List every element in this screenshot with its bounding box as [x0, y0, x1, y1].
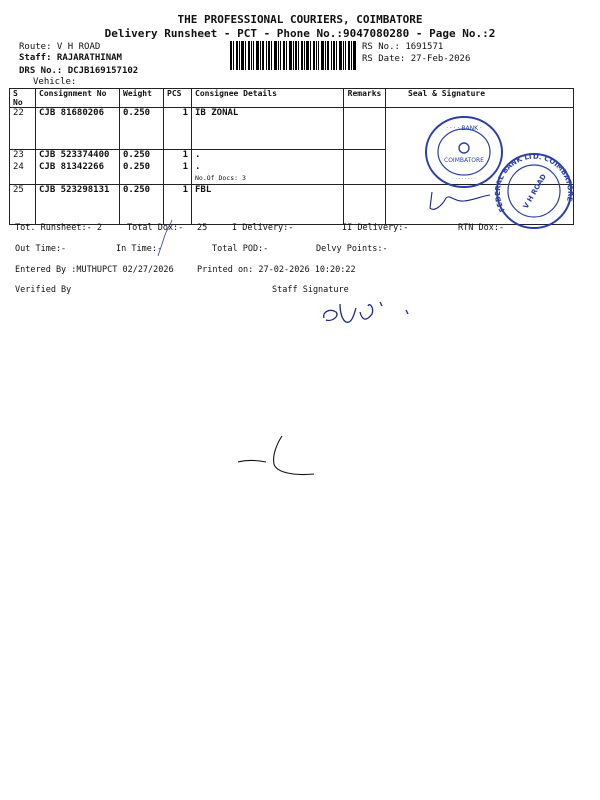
col-header-pcs: PCS [164, 89, 192, 108]
cell-pcs: 1 [164, 150, 192, 162]
rtn-dox: RTN Dox:- [458, 223, 505, 233]
cell-consignment: CJB 523298131 [36, 185, 120, 225]
delivery-points: Delvy Points:- [316, 244, 388, 254]
i-delivery: I Delivery:- [232, 223, 294, 233]
cell-pcs: 1 [164, 185, 192, 225]
cell-consignee-block [192, 162, 344, 185]
cell-weight: 0.250 [120, 162, 164, 185]
stamp2-ring-text: FEDERAL BANK LTD. COIMBATORE [494, 152, 574, 214]
svg-text:· · · · · · · ·: · · · · · · · · [452, 176, 476, 182]
verifier-signature [236, 432, 336, 482]
col-header-seal: Seal & Signature [386, 89, 574, 108]
col-header-sno: S No [10, 89, 36, 108]
cell-sno: 22 [10, 108, 36, 150]
staff-signature-label: Staff Signature [272, 285, 349, 295]
table-header-row [10, 89, 574, 108]
cell-consignment: CJB 81342266 [36, 162, 120, 185]
staff-label: Staff: RAJARATHINAM [19, 53, 122, 63]
runsheet-title: Delivery Runsheet - PCT - Phone No.:9047080280 - Page No.:2 [104, 27, 496, 40]
verified-by: Verified By [15, 285, 72, 295]
cell-consignment: CJB 81680206 [36, 108, 120, 150]
cell-pcs: 1 [164, 108, 192, 150]
cell-remarks [344, 162, 386, 185]
cell-weight: 0.250 [120, 150, 164, 162]
staff-signature [318, 292, 428, 332]
cell-weight: 0.250 [120, 108, 164, 150]
col-header-remarks: Remarks [344, 89, 386, 108]
receiver-signature [424, 186, 494, 216]
total-runsheet: Tot. Runsheet:- 2 [15, 223, 102, 233]
total-dox-label: Total Dox:- [127, 223, 184, 233]
cell-consignee: . [195, 161, 201, 172]
cell-consignee: IB ZONAL [192, 108, 344, 150]
vehicle-label: Vehicle: [33, 77, 77, 87]
printed-on: Printed on: 27-02-2026 10:20:22 [197, 265, 356, 275]
ii-delivery: II Delivery:- [342, 223, 409, 233]
cell-sno: 24 [10, 162, 36, 185]
cell-consignment: CJB 523374400 [36, 150, 120, 162]
total-dox-value: 25 [197, 223, 208, 233]
cell-sno: 23 [10, 150, 36, 162]
entered-by: Entered By :MUTHUPCT 02/27/2026 [15, 265, 174, 275]
cell-consignee: FBL [192, 185, 344, 225]
cell-pcs: 1 [164, 162, 192, 185]
rs-date: RS Date: 27-Feb-2026 [362, 54, 471, 64]
company-title: THE PROFESSIONAL COURIERS, COIMBATORE [177, 13, 423, 26]
cell-sno: 25 [10, 185, 36, 225]
col-header-consignment: Consignment No [36, 89, 120, 108]
cell-remarks [344, 150, 386, 162]
pen-mark [150, 218, 180, 258]
barcode [230, 41, 356, 70]
stamp2-branch: V H ROAD [521, 172, 548, 211]
svg-text:· · · · BANK ·: · · · · BANK · [446, 125, 482, 132]
cell-weight: 0.250 [120, 185, 164, 225]
out-time: Out Time:- [15, 244, 67, 254]
federal-bank-stamp [494, 150, 574, 232]
cell-remarks [344, 185, 386, 225]
company-seal-stamp [423, 113, 505, 191]
stamp1-city: COIMBATORE [444, 157, 484, 164]
cell-remarks [344, 108, 386, 150]
docs-count-note: No.Of Docs: 3 [195, 173, 246, 182]
col-header-weight: Weight [120, 89, 164, 108]
col-header-consignee: Consignee Details [192, 89, 344, 108]
rs-number: RS No.: 1691571 [362, 42, 444, 52]
total-pod: Total POD:- [212, 244, 269, 254]
in-time: In Time:- [116, 244, 163, 254]
route-label: Route: V H ROAD [19, 42, 101, 52]
drs-number: DRS No.: DCJB169157102 [19, 66, 139, 76]
cell-consignee: . [192, 150, 344, 162]
